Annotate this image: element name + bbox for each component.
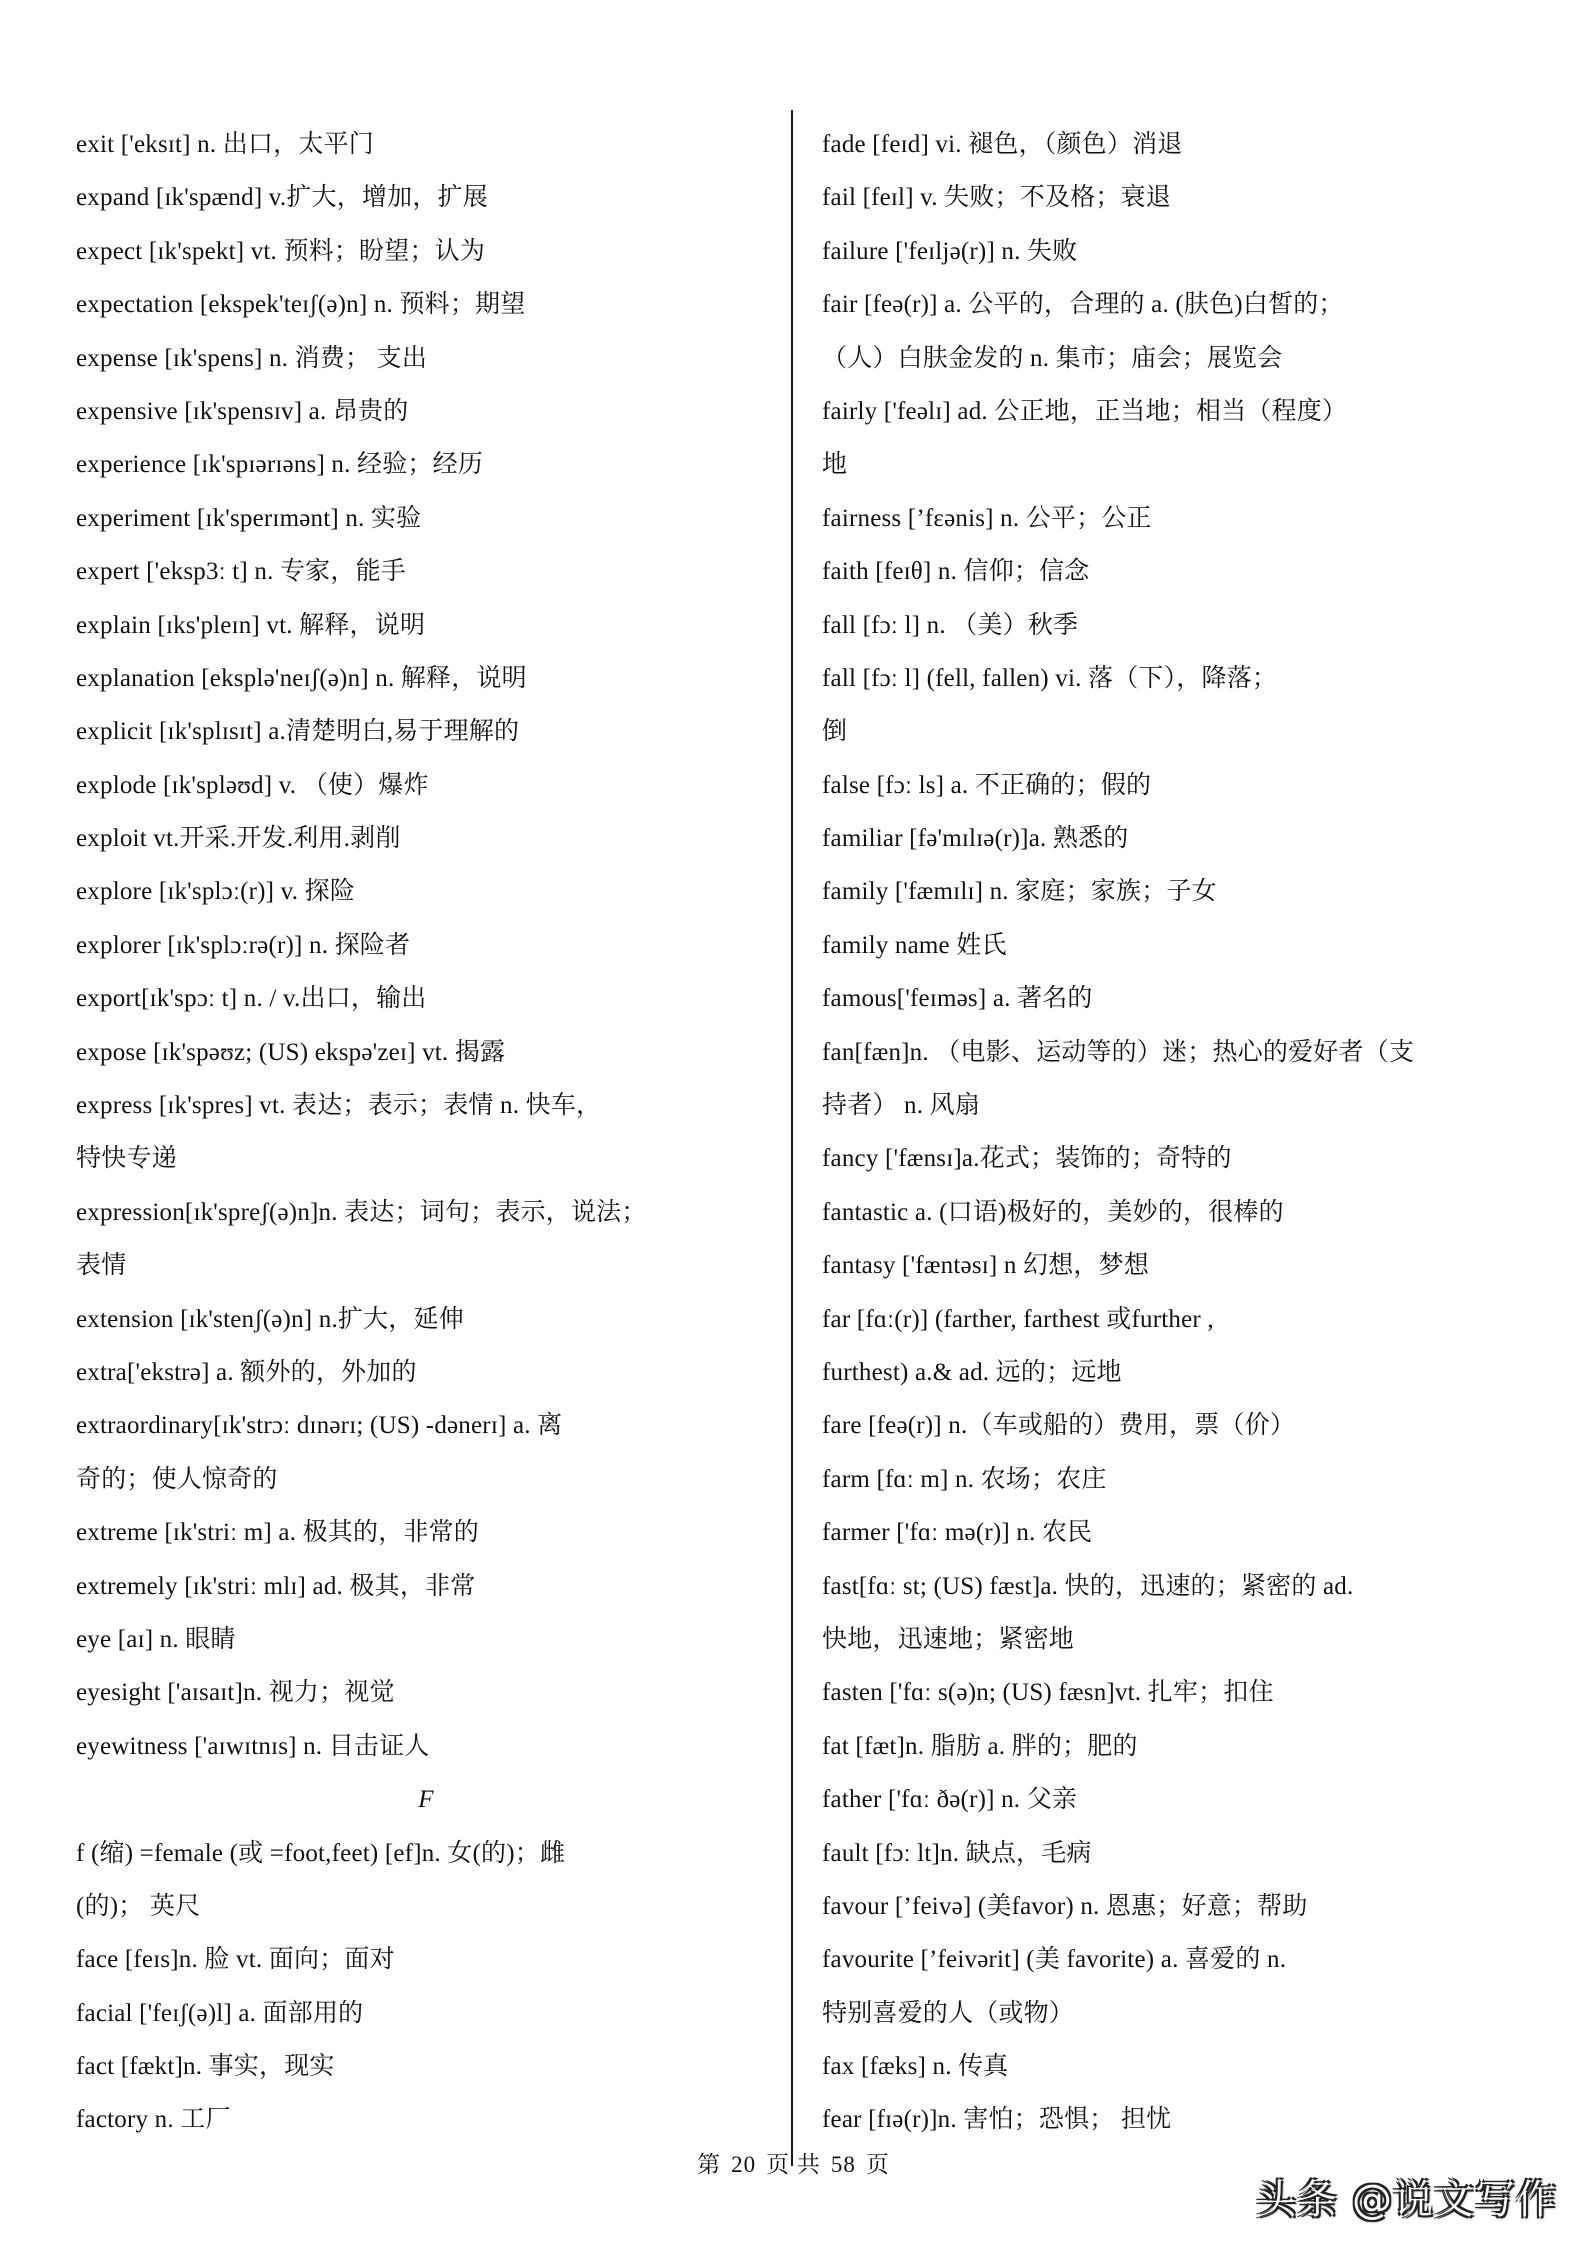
vocab-entry: fairness [’fɛənis] n. 公平；公正 — [822, 504, 1152, 532]
vocab-entry: farm [fɑː m] n. 农场；农庄 — [822, 1465, 1107, 1493]
vocab-entry: experience [ɪk'spɪərɪəns] n. 经验；经历 — [76, 451, 484, 479]
vocab-entry: fan[fæn]n. （电影、运动等的）迷；热心的爱好者（支 — [822, 1038, 1415, 1066]
vocab-entry: explanation [eksplə'neɪʃ(ə)n] n. 解释，说明 — [76, 664, 527, 692]
vocab-entry: fast[fɑː st; (US) fæst]a. 快的，迅速的；紧密的 ad. — [822, 1572, 1354, 1600]
vocab-entry: explode [ɪk'spləʊd] v. （使）爆炸 — [76, 771, 429, 799]
vocab-entry: famous['feɪməs] a. 著名的 — [822, 985, 1093, 1013]
entry-continuation: 特别喜爱的人（或物） — [822, 1999, 1075, 2027]
vocab-entry: fantastic a. (口语)极好的，美妙的，很棒的 — [822, 1198, 1284, 1226]
vocab-entry: fantasy ['fæntəsɪ] n 幻想，梦想 — [822, 1252, 1150, 1280]
entry-continuation: 特快专递 — [76, 1145, 177, 1173]
vocab-entry: fare [feə(r)] n.（车或船的）费用，票（价） — [822, 1412, 1296, 1440]
vocab-entry: fall [fɔː l] n. （美）秋季 — [822, 611, 1079, 639]
vocab-entry: familiar [fə'mɪlɪə(r)]a. 熟悉的 — [822, 825, 1129, 853]
vocab-entry: fair [feə(r)] a. 公平的，合理的 a. (肤色)白皙的； — [822, 291, 1344, 319]
page-label-suffix: 页 — [865, 2152, 890, 2177]
vocab-entry: fault [fɔː lt]n. 缺点，毛病 — [822, 1839, 1092, 1867]
vocab-entry: express [ɪk'spres] vt. 表达；表示；表情 n. 快车， — [76, 1092, 602, 1120]
vocab-entry: extreme [ɪk'striː m] a. 极其的，非常的 — [76, 1519, 479, 1547]
vocab-entry: expose [ɪk'spəʊz; (US) ekspə'zeɪ] vt. 揭露 — [76, 1038, 506, 1066]
vocab-entry: eyewitness ['aɪwɪtnɪs] n. 目击证人 — [76, 1732, 430, 1760]
entry-continuation: 奇的；使人惊奇的 — [76, 1465, 278, 1493]
watermark: 头条 @说文写作 — [1256, 2177, 1557, 2223]
vocab-entry: facial ['feɪʃ(ə)l] a. 面部用的 — [76, 1999, 364, 2027]
vocab-entry: experiment [ɪk'sperɪmənt] n. 实验 — [76, 504, 422, 532]
vocab-entry: factory n. 工厂 — [76, 2106, 231, 2134]
vocab-entry: extraordinary[ɪk'strɔː dɪnərɪ; (US) -dənerɪ] a. 离 — [76, 1412, 563, 1440]
vocab-entry: family name 姓氏 — [822, 931, 1007, 959]
vocab-entry: fat [fæt]n. 脂肪 a. 胖的；肥的 — [822, 1732, 1138, 1760]
vocab-entry: favour [’feivə] (美favor) n. 恩惠；好意；帮助 — [822, 1892, 1308, 1920]
vocab-entry: fact [fækt]n. 事实，现实 — [76, 2053, 335, 2081]
entry-continuation: 地 — [822, 451, 848, 479]
vocab-entry: exit ['eksɪt] n. 出口，太平门 — [76, 131, 374, 158]
vocab-entry: f (缩) =female (或 =foot,feet) [ef]n. 女(的)；雌 — [76, 1839, 566, 1867]
vocab-entry: faith [feɪθ] n. 信仰；信念 — [822, 558, 1090, 586]
entry-continuation: 持者） n. 风扇 — [822, 1092, 981, 1120]
vocab-entry: expression[ɪk'spreʃ(ə)n]n. 表达；词句；表示，说法； — [76, 1198, 647, 1226]
vocab-entry: extremely [ɪk'striː mlɪ] ad. 极其，非常 — [76, 1572, 476, 1600]
vocab-entry: fasten ['fɑː s(ə)n; (US) fæsn]vt. 扎牢；扣住 — [822, 1679, 1274, 1707]
vocab-entry: fancy ['fænsɪ]a.花式；装饰的；奇特的 — [822, 1145, 1232, 1173]
vocab-entry: export[ɪk'spɔː t] n. / v.出口，输出 — [76, 985, 427, 1013]
vocab-entry: fairly ['feəlɪ] ad. 公正地，正当地；相当（程度） — [822, 397, 1348, 425]
vocab-entry: family ['fæmɪlɪ] n. 家庭；家族；子女 — [822, 878, 1217, 906]
section-heading: F — [418, 1786, 434, 1814]
vocab-entry: explore [ɪk'splɔː(r)] v. 探险 — [76, 878, 356, 906]
entry-continuation: furthest) a.& ad. 远的；远地 — [822, 1358, 1122, 1386]
vocab-entry: exploit vt.开采.开发.利用.剥削 — [76, 825, 401, 853]
entry-continuation: （人）白肤金发的 n. 集市；庙会；展览会 — [822, 344, 1283, 372]
vocab-entry: fall [fɔː l] (fell, fallen) vi. 落（下），降落； — [822, 664, 1278, 692]
vocab-entry: expensive [ɪk'spensɪv] a. 昂贵的 — [76, 397, 409, 425]
vocab-entry: extension [ɪk'stenʃ(ə)n] n.扩大，延伸 — [76, 1305, 464, 1333]
entry-continuation: 倒 — [822, 718, 848, 746]
vocab-entry: eye [aɪ] n. 眼睛 — [76, 1625, 236, 1653]
vocab-entry: failure ['feɪljə(r)] n. 失败 — [822, 237, 1078, 265]
total-pages-number: 58 — [830, 2152, 856, 2177]
page-label-prefix: 第 — [697, 2152, 722, 2177]
vocab-entry: expand [ɪk'spænd] v.扩大，增加，扩展 — [76, 184, 488, 212]
entry-continuation: 快地，迅速地；紧密地 — [822, 1625, 1075, 1653]
vocab-entry: expect [ɪk'spekt] vt. 预料；盼望；认为 — [76, 237, 486, 265]
vocab-entry: fail [feɪl] v. 失败；不及格；衰退 — [822, 184, 1171, 212]
vocab-entry: father ['fɑː ðə(r)] n. 父亲 — [822, 1786, 1078, 1814]
vocab-entry: false [fɔː ls] a. 不正确的；假的 — [822, 771, 1152, 799]
page-label-mid: 页 共 — [766, 2152, 821, 2177]
vocab-entry: explicit [ɪk'splɪsɪt] a.清楚明白,易于理解的 — [76, 718, 520, 746]
column-divider — [791, 110, 793, 2166]
current-page-number: 20 — [731, 2152, 757, 2177]
entry-continuation: (的)； 英尺 — [76, 1892, 201, 1920]
vocab-entry: far [fɑː(r)] (farther, farthest 或further , — [822, 1305, 1214, 1333]
vocab-entry: farmer ['fɑː mə(r)] n. 农民 — [822, 1519, 1093, 1547]
entry-continuation: 表情 — [76, 1252, 127, 1280]
vocab-entry: favourite [’feivərit] (美 favorite) a. 喜爱的 n. — [822, 1946, 1287, 1974]
vocab-entry: expense [ɪk'spens] n. 消费； 支出 — [76, 344, 428, 372]
vocab-entry: extra['ekstrə] a. 额外的，外加的 — [76, 1358, 417, 1386]
left-column — [76, 124, 776, 2153]
vocab-entry: fax [fæks] n. 传真 — [822, 2053, 1009, 2081]
vocab-entry: expert ['eksp3ː t] n. 专家，能手 — [76, 558, 406, 586]
vocab-entry: fear [fɪə(r)]n. 害怕；恐惧； 担忧 — [822, 2106, 1172, 2134]
vocab-entry: expectation [ekspek'teɪʃ(ə)n] n. 预料；期望 — [76, 291, 526, 319]
vocab-entry: fade [feɪd] vi. 褪色，（颜色）消退 — [822, 131, 1183, 158]
vocab-entry: eyesight ['aɪsaɪt]n. 视力；视觉 — [76, 1679, 395, 1707]
right-column — [822, 124, 1552, 2153]
vocab-entry: explorer [ɪk'splɔːrə(r)] n. 探险者 — [76, 931, 411, 959]
vocab-entry: face [feɪs]n. 脸 vt. 面向；面对 — [76, 1946, 395, 1974]
vocab-entry: explain [ɪks'pleɪn] vt. 解释，说明 — [76, 611, 426, 639]
